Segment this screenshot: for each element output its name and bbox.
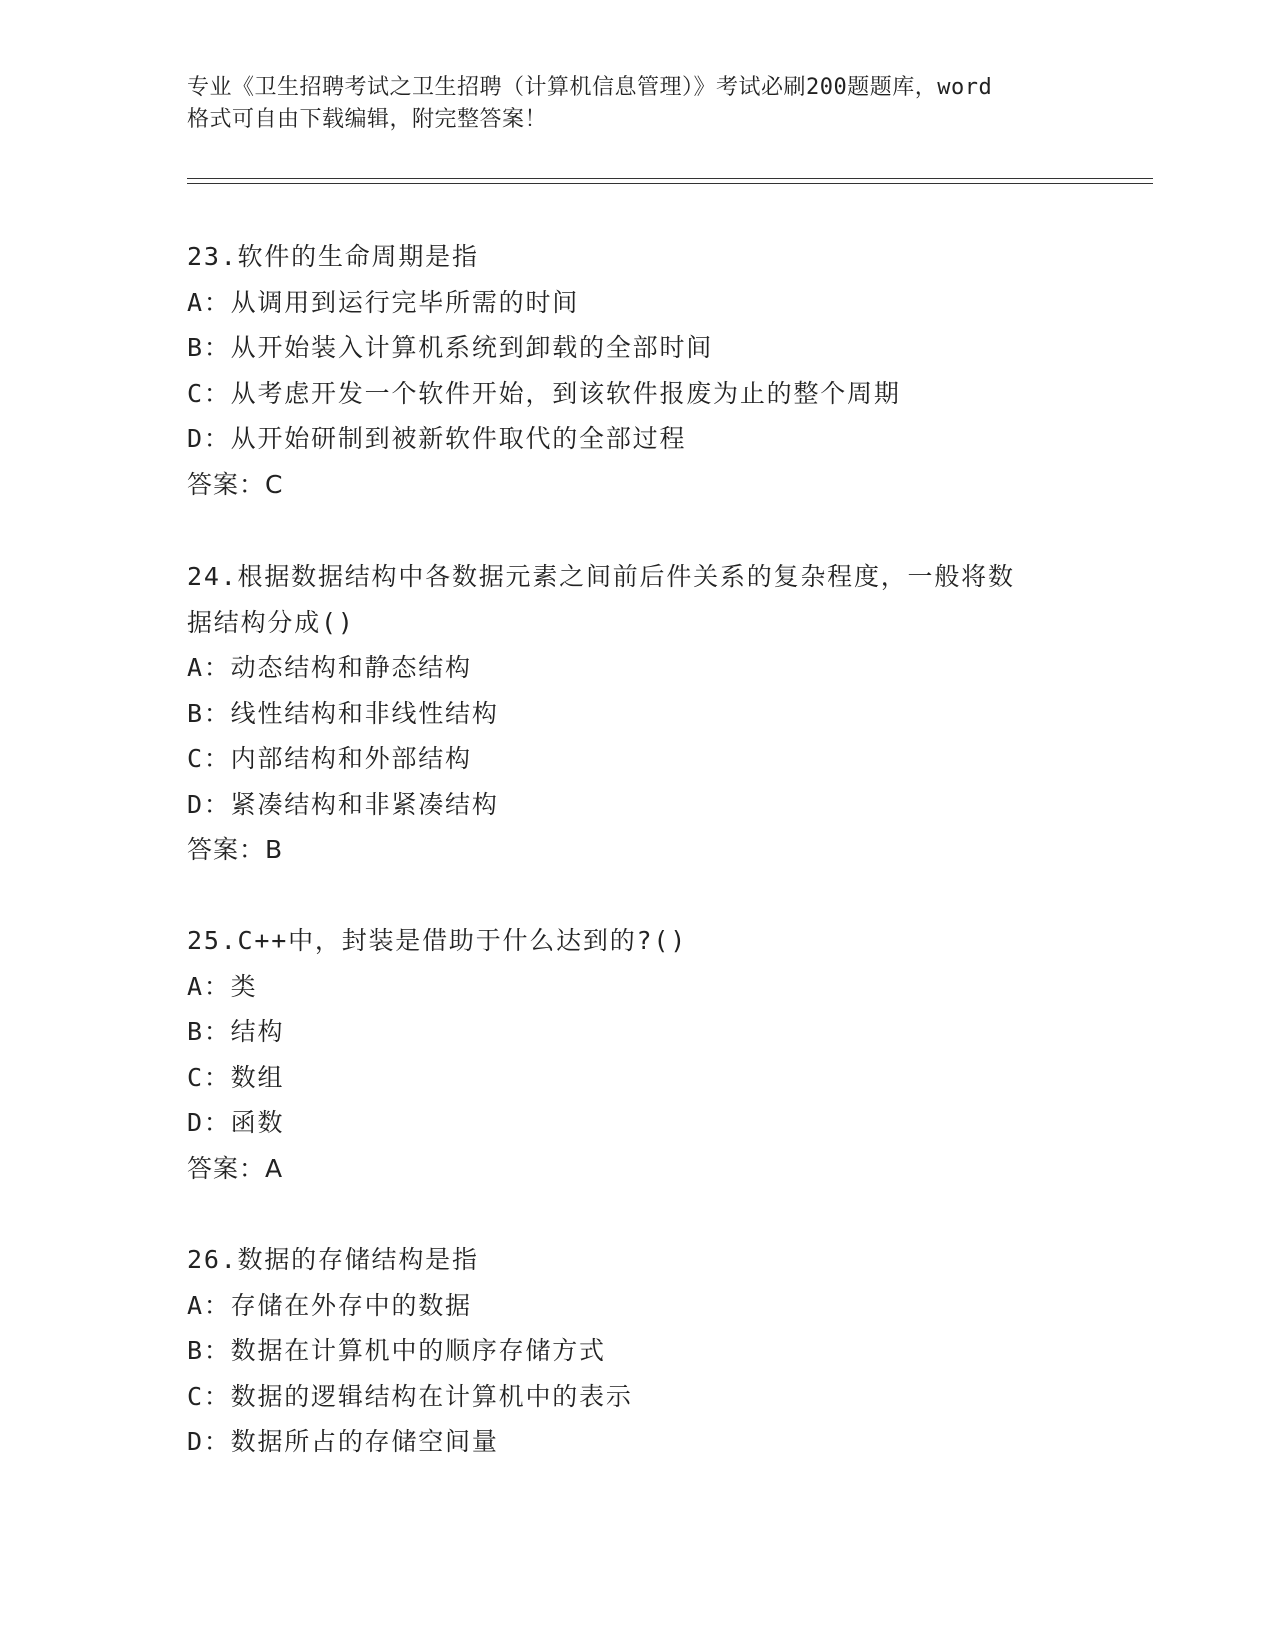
question-stem: 25.C++中，封装是借助于什么达到的?(): [187, 926, 688, 955]
question-26: [187, 1237, 1087, 1465]
header-divider-top: [187, 178, 1153, 179]
option-a: A：类: [187, 971, 258, 1001]
option-b: B：结构: [187, 1017, 285, 1046]
question-stem: 23.软件的生命周期是指: [187, 242, 479, 271]
option-d: D：数据所占的存储空间量: [187, 1427, 499, 1456]
option-c: C：内部结构和外部结构: [187, 744, 472, 773]
option-a: A：动态结构和静态结构: [187, 653, 472, 682]
option-c: C：数据的逻辑结构在计算机中的表示: [187, 1381, 633, 1411]
option-b: B：数据在计算机中的顺序存储方式: [187, 1336, 606, 1365]
question-stem: 26.数据的存储结构是指: [187, 1245, 479, 1274]
option-c: C：从考虑开发一个软件开始，到该软件报废为止的整个周期: [187, 378, 901, 408]
option-a: A：存储在外存中的数据: [187, 1290, 472, 1320]
question-25: [187, 918, 1087, 1191]
answer-label: 答案：B: [187, 835, 284, 864]
option-d: D：函数: [187, 1108, 285, 1137]
header-divider-bottom: [187, 183, 1153, 184]
question-23: [187, 234, 1087, 507]
question-stem-line-2: 据结构分成(): [187, 607, 355, 637]
question-stem-line-1: 24.根据数据结构中各数据元素之间前后件关系的复杂程度，一般将数: [187, 562, 1015, 591]
option-c: C：数组: [187, 1062, 285, 1092]
header-title-line-2: 格式可自由下载编辑，附完整答案！: [187, 107, 548, 132]
question-24: [187, 554, 1087, 873]
answer-label: 答案：C: [187, 469, 284, 499]
header-title-line-1: 专业《卫生招聘考试之卫生招聘（计算机信息管理）》考试必刷200题题库，word: [187, 75, 993, 100]
option-d: D：紧凑结构和非紧凑结构: [187, 789, 499, 819]
option-a: A：从调用到运行完毕所需的时间: [187, 287, 580, 317]
document-header: [187, 72, 1087, 136]
option-d: D：从开始研制到被新软件取代的全部过程: [187, 424, 687, 453]
answer-label: 答案：A: [187, 1153, 284, 1183]
option-b: B：从开始装入计算机系统到卸载的全部时间: [187, 333, 714, 362]
option-b: B：线性结构和非线性结构: [187, 698, 499, 728]
